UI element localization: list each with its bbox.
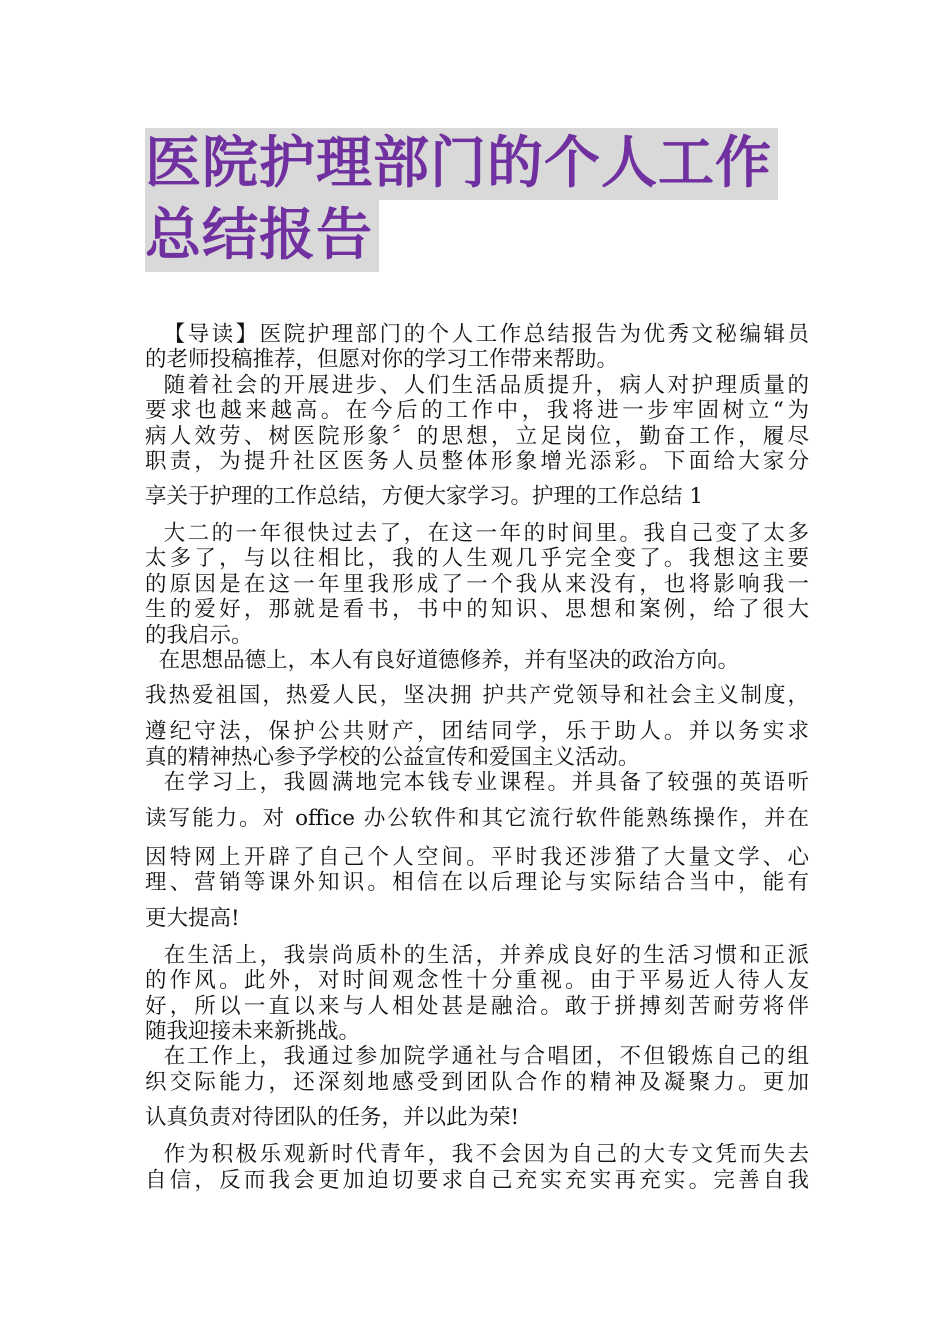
text-line: 自信，反而我会更加迫切要求自己充实充实再充实。完善自我 [145,1168,809,1193]
text-line: 的原因是在这一年里我形成了一个我从来没有，也将影响我一 [145,572,809,597]
text-line: 病人效劳、树医院形象〞的思想，立足岗位，勤奋工作，履尽 [145,424,809,449]
document-title [145,128,810,272]
text-line: 太多了，与以往相比，我的人生观几乎完全变了。我想这主要 [145,546,809,571]
text-line: 更大提高! [145,906,240,931]
text-line: 要求也越来越高。在今后的工作中，我将进一步牢固树立“为 [145,398,809,423]
text-line: 因特网上开辟了自己个人空间。平时我还涉猎了大量文学、心 [145,845,809,870]
text-line: 在工作上，我通过参加院学通社与合唱团，不但锻炼自己的组 [145,1044,809,1069]
title-line-2: 总结报告 [145,200,379,272]
text-line: 读写能力。对 office 办公软件和其它流行软件能熟练操作，并在 [145,806,809,831]
text-line: 的作风。此外，对时间观念性十分重视。由于平易近人待人友 [145,968,809,993]
text-line: 在生活上，我崇尚质朴的生活，并养成良好的生活习惯和正派 [145,943,809,968]
text-line: 在学习上，我圆满地完本钱专业课程。并具备了较强的英语听 [145,770,809,795]
text-line: 随我迎接未来新挑战。 [145,1019,361,1044]
text-line: 的我启示。 [145,623,253,648]
text-line: 随着社会的开展进步、人们生活品质提升，病人对护理质量的 [145,373,809,398]
text-line: 享关于护理的工作总结，方便大家学习。护理的工作总结 1 [145,484,704,509]
title-line-1: 医院护理部门的个人工作 [145,128,778,200]
text-line: 生的爱好，那就是看书，书中的知识、思想和案例，给了很大 [145,597,809,622]
text-line: 认真负责对待团队的任务，并以此为荣! [145,1105,520,1130]
text-line: 我热爱祖国，热爱人民，坚决拥 护共产党领导和社会主义制度， [145,683,809,708]
text-line: 真的精神热心参予学校的公益宣传和爱国主义活动。 [145,745,640,770]
text-line: 在思想品德上，本人有良好道德修养，并有坚决的政治方向。 [145,648,740,673]
text-line: 好，所以一直以来与人相处甚是融洽。敢于拼搏刻苦耐劳将伴 [145,994,809,1019]
text-line: 织交际能力，还深刻地感受到团队合作的精神及凝聚力。更加 [145,1070,809,1095]
text-line: 【导读】医院护理部门的个人工作总结报告为优秀文秘编辑员 [145,322,809,347]
text-line: 大二的一年很快过去了，在这一年的时间里。我自己变了太多 [145,521,809,546]
text-line: 作为积极乐观新时代青年，我不会因为自己的大专文凭而失去 [145,1142,809,1167]
text-line: 的老师投稿推荐，但愿对你的学习工作带来帮助。 [145,347,619,372]
text-line: 理、营销等课外知识。相信在以后理论与实际结合当中，能有 [145,870,809,895]
text-line: 职责，为提升社区医务人员整体形象增光添彩。下面给大家分 [145,449,809,474]
text-line: 遵纪守法，保护公共财产，团结同学，乐于助人。并以务实求 [145,719,809,744]
